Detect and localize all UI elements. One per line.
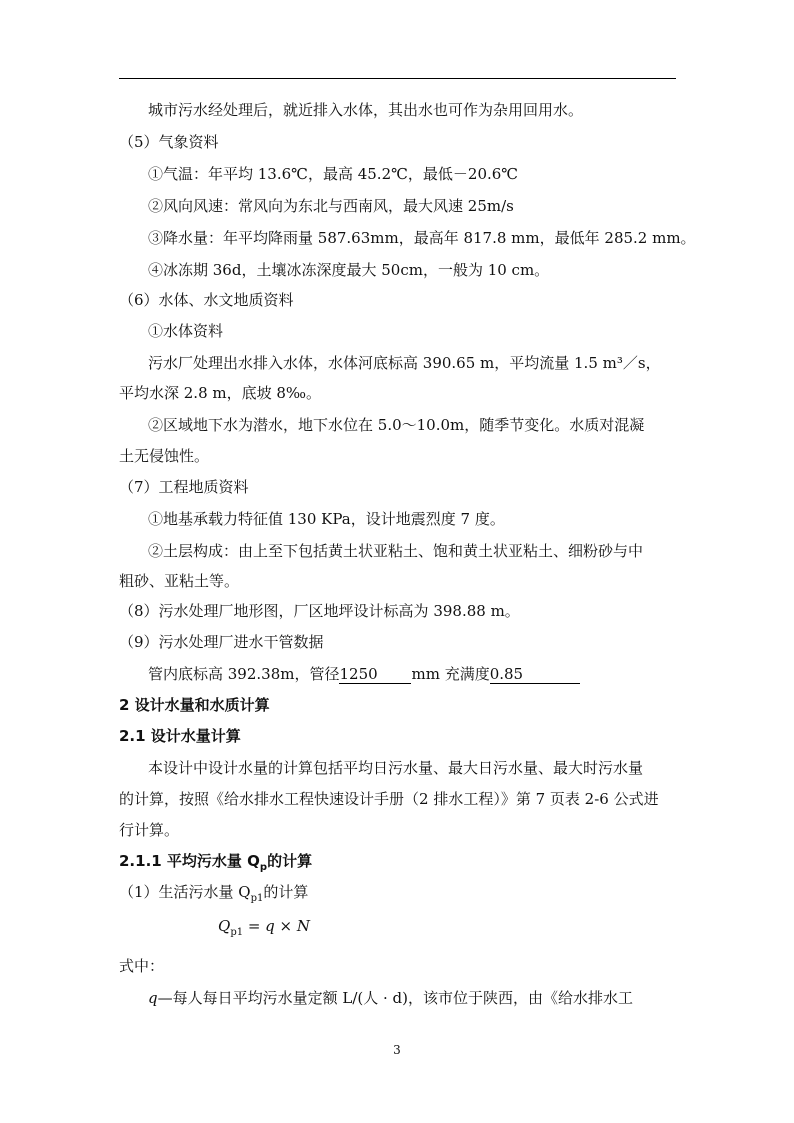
heading-2-1-1: 2.1.1 平均污水量 $Q_p$的计算	[119, 852, 313, 873]
formula: $Q_{p1} = q \times N$	[218, 917, 311, 938]
pipe-bottom-elevation: 管内底标高 392.38m，管径	[148, 665, 340, 683]
section-item-7: （7）工程地质资料	[119, 478, 249, 496]
section-item-8: （8）污水处理厂地形图，厂区地坪设计标高为 398.88 m。	[119, 602, 520, 620]
fill-ratio-blank: 0.85	[490, 665, 580, 684]
text-line: 平均水深 2.8 m，底坡 8‰。	[119, 384, 322, 402]
text-line: ①气温：年平均 13.6℃，最高 45.2℃，最低－20.6℃	[148, 165, 519, 183]
text-line: 式中：	[119, 957, 165, 975]
text-line: ①水体资料	[148, 322, 224, 340]
text-line: ②土层构成：由上至下包括黄土状亚粘土、饱和黄土状亚粘土、细粉砂与中	[148, 542, 644, 560]
text-line: 污水厂处理出水排入水体，水体河底标高 390.65 m，平均流量 1.5 m³／s，	[148, 354, 661, 372]
text-line: 土无侵蚀性。	[119, 447, 210, 465]
pipe-data-line	[148, 664, 718, 684]
paragraph-line: 本设计中设计水量的计算包括平均日污水量、最大日污水量、最大时污水量	[148, 759, 644, 777]
text-line: ③降水量：年平均降雨量 587.63mm，最高年 817.8 mm，最低年 285.2 mm。	[148, 229, 696, 247]
paragraph-line: 的计算，按照《给水排水工程快速设计手册（2 排水工程）》第 7 页表 2-6 公式进	[119, 790, 659, 808]
text-line: ②风向风速：常风向为东北与西南风，最大风速 25m/s	[148, 197, 514, 215]
text-line: 城市污水经处理后，就近排入水体，其出水也可作为杂用回用水。	[148, 101, 584, 119]
text-line: 粗砂、亚粘土等。	[119, 572, 240, 590]
header-rule	[119, 78, 676, 79]
paragraph-line: 行计算。	[119, 821, 180, 839]
page-number: 3	[393, 1043, 401, 1057]
section-item-9: （9）污水处理厂进水干管数据	[119, 633, 324, 651]
pipe-diameter-blank: 1250	[339, 665, 411, 684]
section-item-5: （5）气象资料	[119, 133, 219, 151]
definition-line: q—每人每日平均污水量定额 L/(人 · d)，该市位于陕西，由《给水排水工	[148, 989, 634, 1007]
text-line: ②区域地下水为潜水，地下水位在 5.0～10.0m，随季节变化。水质对混凝	[148, 416, 645, 434]
fill-ratio-label: mm 充满度	[411, 665, 490, 683]
heading-2: 2 设计水量和水质计算	[119, 696, 270, 714]
section-item-6: （6）水体、水文地质资料	[119, 291, 294, 309]
heading-2-1: 2.1 设计水量计算	[119, 727, 241, 745]
text-line: ①地基承载力特征值 130 KPa，设计地震烈度 7 度。	[148, 510, 505, 528]
subsection-1: （1）生活污水量 $Q_{p1}$的计算	[119, 883, 309, 904]
text-line: ④冰冻期 36d，土壤冰冻深度最大 50cm，一般为 10 cm。	[148, 261, 550, 279]
